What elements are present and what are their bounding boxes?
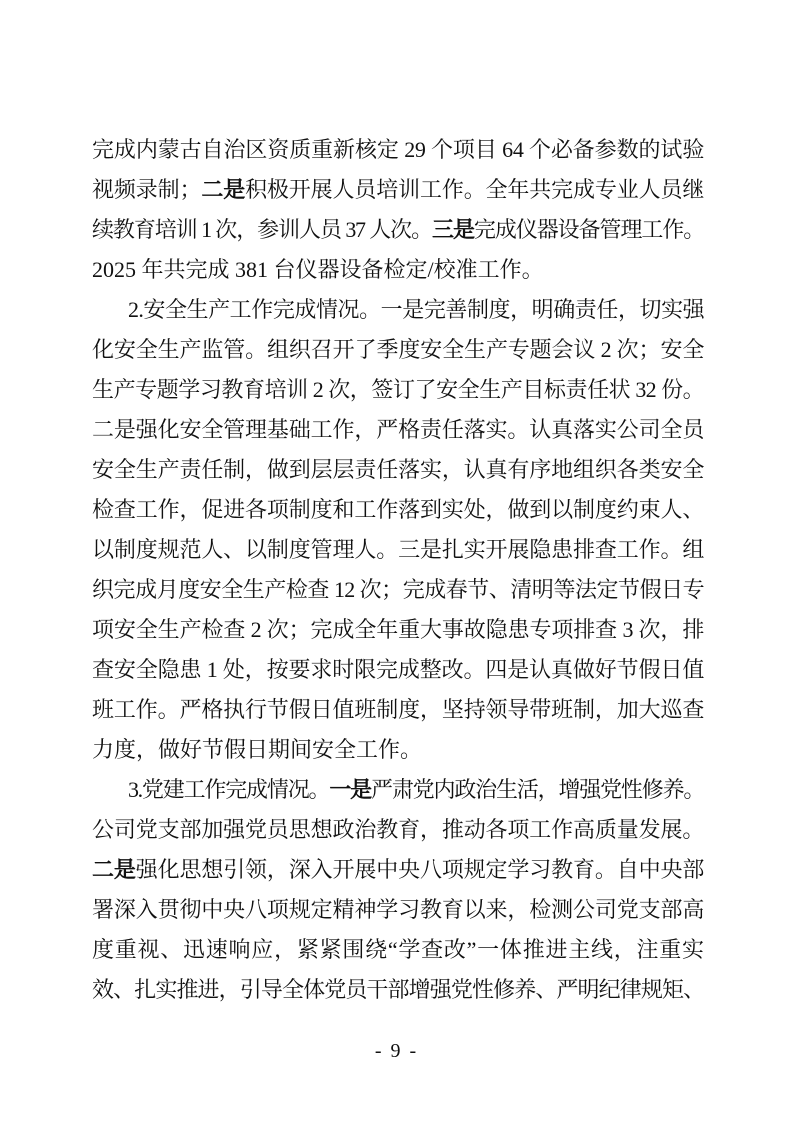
text-line: [92, 250, 704, 290]
text-segment: 生产专题学习教育培训 2 次，签订了安全生产目标责任状 32 份。: [92, 377, 704, 402]
text-segment-bold: 三是: [432, 217, 474, 242]
text-line: [92, 370, 704, 410]
text-body: [92, 130, 704, 1010]
paragraph: [92, 770, 704, 1010]
text-segment: 班工作。严格执行节假日值班制度，坚持领导带班制，加大巡查: [92, 697, 704, 722]
text-segment: 完成仪器设备管理工作。: [473, 217, 704, 242]
text-segment-bold: 二是: [92, 857, 136, 882]
text-line: [92, 130, 704, 170]
page-number: - 9 -: [374, 1040, 419, 1062]
text-segment: 2.安全生产工作完成情况。一是完善制度，明确责任，切实强: [128, 297, 704, 322]
text-segment: 2025 年共完成 381 台仪器设备检定/校准工作。: [92, 257, 544, 282]
text-line: [92, 610, 704, 650]
text-segment: 续教育培训 1 次，参训人员 37 人次。: [92, 217, 433, 242]
text-line: [92, 450, 704, 490]
text-line: [92, 210, 704, 250]
text-line: [92, 690, 704, 730]
text-line: [92, 530, 704, 570]
text-segment: 以制度规范人、以制度管理人。三是扎实开展隐患排查工作。组: [92, 537, 704, 562]
text-line: [92, 890, 704, 930]
text-line: [92, 170, 704, 210]
text-segment: 强化思想引领，深入开展中央八项规定学习教育。自中央部: [135, 857, 704, 882]
text-line: [92, 490, 704, 530]
text-line: [92, 330, 704, 370]
text-segment: 3.党建工作完成情况。: [128, 777, 330, 802]
text-segment: 力度，做好节假日期间安全工作。: [92, 737, 423, 762]
text-segment: 署深入贯彻中央八项规定精神学习教育以来，检测公司党支部高: [92, 897, 704, 922]
text-line: [92, 650, 704, 690]
text-segment-bold: 二是: [201, 177, 246, 202]
text-segment-bold: 一是: [329, 777, 372, 802]
text-segment: 效、扎实推进，引导全体党员干部增强党性修养、严明纪律规矩、: [92, 977, 704, 1002]
text-line: [92, 410, 704, 450]
text-line: [92, 810, 704, 850]
text-line: [92, 850, 704, 890]
text-segment: 严肃党内政治生活，增强党性修养。: [371, 777, 704, 802]
text-segment: 化安全生产监管。组织召开了季度安全生产专题会议 2 次；安全: [92, 337, 704, 362]
text-segment: 项安全生产检查 2 次；完成全年重大事故隐患专项排查 3 次，排: [92, 617, 704, 642]
text-line: [92, 570, 704, 610]
text-segment: 二是强化安全管理基础工作，严格责任落实。认真落实公司全员: [92, 417, 704, 442]
text-line: [92, 290, 704, 330]
text-segment: 度重视、迅速响应，紧紧围绕“学查改”一体推进主线，注重实: [92, 937, 704, 962]
text-segment: 检查工作，促进各项制度和工作落到实处，做到以制度约束人、: [92, 497, 704, 522]
text-segment: 视频录制；: [92, 177, 202, 202]
text-line: [92, 930, 704, 970]
text-line: [92, 770, 704, 810]
text-line: [92, 730, 704, 770]
text-segment: 公司党支部加强党员思想政治教育，推动各项工作高质量发展。: [92, 817, 704, 842]
paragraph: [92, 290, 704, 770]
text-segment: 查安全隐患 1 处，按要求时限完成整改。四是认真做好节假日值: [92, 657, 704, 682]
text-segment: 安全生产责任制，做到层层责任落实，认真有序地组织各类安全: [92, 457, 704, 482]
paragraph: [92, 130, 704, 290]
text-line: [92, 970, 704, 1010]
text-segment: 积极开展人员培训工作。全年共完成专业人员继: [245, 177, 704, 202]
text-segment: 织完成月度安全生产检查 12 次；完成春节、清明等法定节假日专: [92, 577, 704, 602]
text-segment: 完成内蒙古自治区资质重新核定 29 个项目 64 个必备参数的试验: [92, 137, 704, 162]
